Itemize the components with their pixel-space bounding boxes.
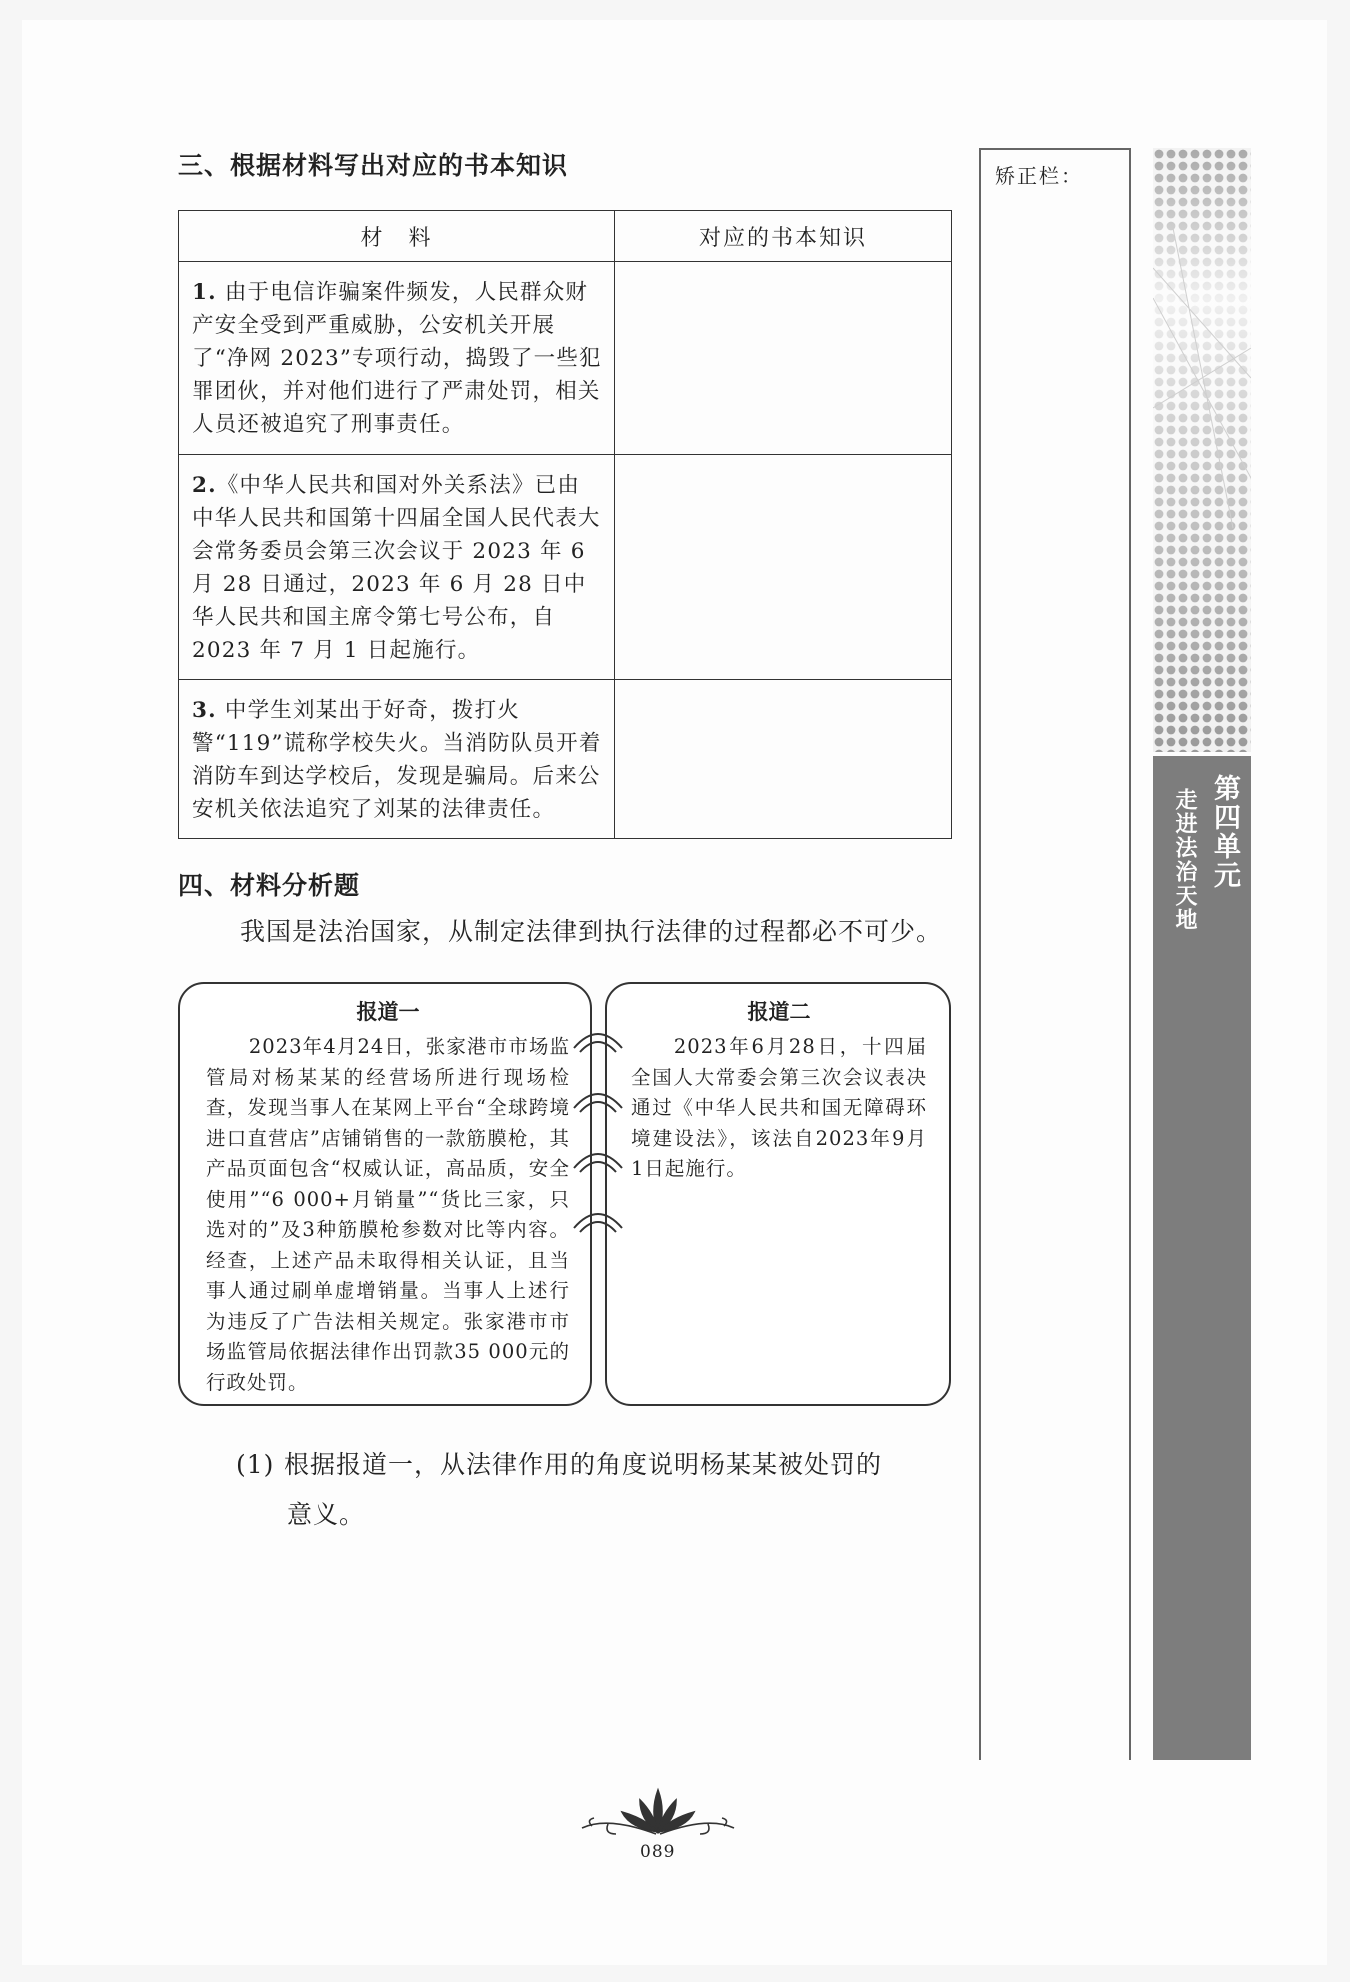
section3-title: 三、根据材料写出对应的书本知识 <box>178 151 569 180</box>
material-cell-1 <box>179 262 615 455</box>
report2-card <box>605 982 951 1406</box>
report1-body: 2023年4月24日，张家港市市场监管局对杨某某的经营场所进行现场检查，发现当事人在某网上平台“全球跨境进口直营店”店铺销售的一款筋膜枪，其产品页面包含“权威认证，高品质，安全使用”“6 000+月销量”“货比三家，只选对的”及3种筋膜枪参数对比等内容。经查，上述产品未取得相关认证，且当事人通过刷单虚增销量。当事人上述行为违反了广告法相关规定。张家港市市场监管局依据法律作出罚款35 000元的行政处罚。 <box>206 1035 570 1394</box>
table-row <box>179 262 952 455</box>
item-text: 由于电信诈骗案件频发，人民群众财产安全受到严重威胁，公安机关开展了“净网 2023”专项行动，捣毁了一些犯罪团伙，并对他们进行了严肃处罚，相关人员还被追究了刑事责任。 <box>192 280 602 437</box>
halftone-pattern <box>1153 148 1251 752</box>
correction-top-rule <box>979 148 1129 150</box>
correction-label: 矫正栏： <box>995 164 1083 188</box>
material-cell-3 <box>179 680 615 839</box>
question-number: (1) <box>236 1450 275 1479</box>
unit-label-panel <box>1153 756 1251 1760</box>
binder-rings-icon <box>568 1008 628 1258</box>
section4-title: 四、材料分析题 <box>178 871 361 900</box>
page-number: 089 <box>640 1842 676 1862</box>
report1-title: 报道一 <box>356 1000 420 1024</box>
header-knowledge: 对应的书本知识 <box>615 211 952 262</box>
answer-cell-2[interactable] <box>615 455 952 680</box>
item-text: 中学生刘某出于好奇，拨打火警“119”谎称学校失火。当消防队员开着消防车到达学校后，发现是骗局。后来公安机关依法追究了刘某的法律责任。 <box>192 698 602 822</box>
table-row <box>179 680 952 839</box>
question-1 <box>236 1440 956 1540</box>
header-material: 材 料 <box>179 211 615 262</box>
answer-cell-3[interactable] <box>615 680 952 839</box>
material-cell-2 <box>179 455 615 680</box>
unit-title: 走进法治天地 <box>1172 788 1197 932</box>
correction-right-rule <box>1129 148 1131 1760</box>
item-number: 1. <box>192 280 217 305</box>
table-row <box>179 455 952 680</box>
unit-number: 第四单元 <box>1209 774 1240 890</box>
answer-cell-1[interactable] <box>615 262 952 455</box>
question-line-2: 意义。 <box>287 1500 366 1529</box>
report2-title: 报道二 <box>747 1000 811 1024</box>
unit-side-band <box>1153 148 1251 1760</box>
item-number: 2. <box>192 473 217 498</box>
table-header-row <box>179 211 952 262</box>
item-number: 3. <box>192 698 217 723</box>
question-line-1: 根据报道一，从法律作用的角度说明杨某某被处罚的 <box>284 1450 883 1479</box>
report1-card <box>178 982 592 1406</box>
section4-intro: 我国是法治国家，从制定法律到执行法律的过程都必不可少。 <box>240 917 943 946</box>
report2-body: 2023年6月28日，十四届全国人大常委会第三次会议表决通过《中华人民共和国无障碍环境建设法》，该法自2023年9月1日起施行。 <box>631 1035 927 1180</box>
floral-ornament-icon <box>578 1782 738 1842</box>
correction-left-rule <box>979 148 981 1760</box>
item-text: 《中华人民共和国对外关系法》已由中华人民共和国第十四届全国人民代表大会常务委员会第三次会议于 2023 年 6 月 28 日通过，2023 年 6 月 28 日中华人民共和国主席令第七号公布，自 2023 年 7 月 1 日起施行。 <box>192 473 601 663</box>
material-table <box>178 210 952 839</box>
